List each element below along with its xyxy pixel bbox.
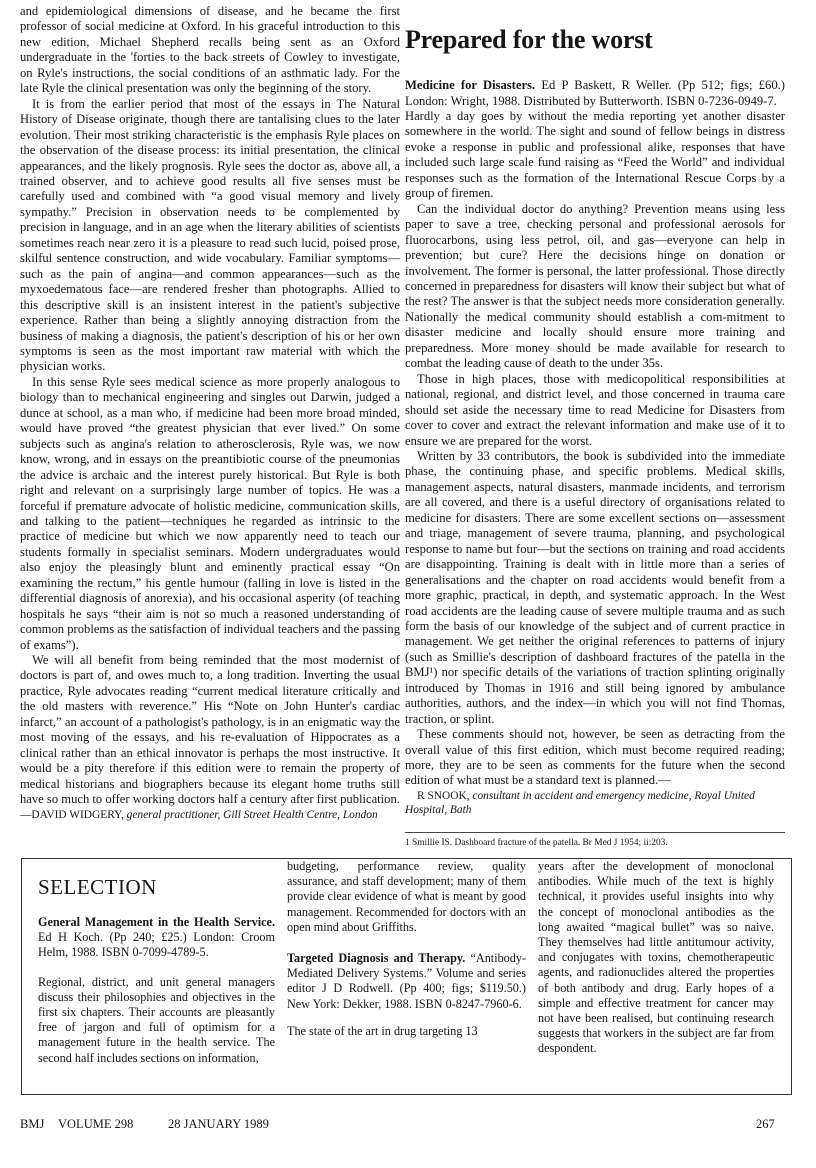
review-book-title: Medicine for Disasters. <box>405 78 536 92</box>
review-signature-role: consultant in accident and emergency medicine, Royal United Hospital, Bath <box>405 789 755 817</box>
left-signature <box>20 808 400 823</box>
review-book-details: Ed P Baskett, R Weller. (Pp 512; figs; £60.) London: Wright, 1988. Distributed by Butterworth. ISBN 0-7236-0949-7. <box>405 78 785 108</box>
review-book-citation <box>405 78 785 109</box>
selection-item1-details: Ed H Koch. (Pp 240; £25.) London: Croom Helm, 1988. ISBN 0-7099-4789-5. <box>38 930 275 960</box>
selection-column-1 <box>38 859 275 1066</box>
selection-item1-text-b: budgeting, performance review, quality assurance, and staff development; many of them provide clear evidence of what is meant by good management. Recommended for doctors with an open mind about Griffiths. <box>287 859 526 934</box>
footer-page-number: 267 <box>756 1117 775 1131</box>
review-paragraph-1: Hardly a day goes by without the media reporting yet another disaster somewhere in the world. The sight and sound of fellow beings in distress evoke a response in public and professional alike, responses that have included such large scale fund raising as “Feed the World” and individual responses such as the formation of the International Rescue Corps by a group of firemen. <box>405 109 785 201</box>
selection-item2-details: “Antibody-Mediated Delivery Systems.” Volume and series editor J D Rodwell. (Pp 400; figs; $119.50.) New York: Dekker, 1988. ISBN 0-8247-7960-6. <box>287 951 527 1011</box>
review-signature-name: R SNOOK, <box>417 789 470 802</box>
selection-item1-title: General Management in the Health Service. <box>38 915 275 929</box>
selection-column-2 <box>287 859 526 1039</box>
left-paragraph-2: It is from the earlier period that most of the essays in The Natural History of Disease originate, though there are tantalising clues to the later evolution. Their most striking characteristic is the emphasis Ryle places on the observation of the disease process: its initial presentation, the clinical appearances, and the likely prognosis. Ryle sees the doctor as, above all, a trained observer, and to achieve good results all five senses must be carefully used and combined with “a good visual memory and lively sympathy.” Precision in observation needs to be complemented by precision in language, and in an age when the literary abilities of scientists sometimes reach near zero it is a pleasure to read such lucid, poised prose, skilful sentence construction, and wide vocabulary. Familiar symptoms—such as the pain of angina—and common appearances—such as the myxoedematous face—are rendered fresher than photographs. Allied to this descriptive skill is an insistent interest in the patient's subjective experience. Rather than being a slightly annoying distraction from the business of making a diagnosis, the patient's description of his or her own symptoms is seen as the most important raw material with which the physician works. <box>20 96 400 374</box>
left-signature-role: general practitioner, Gill Street Health Centre, London <box>126 808 378 821</box>
selection-item2-text-a: The state of the art in drug targeting 13 <box>287 1023 478 1038</box>
review-paragraph-4: Written by 33 contributors, the book is subdivided into the immediate phase, the continuing phase, and specific problems. Medical skills, management aspects, natural disasters, manmade incidents, and terrorism are all covered, and there is a useful directory of organisations related to medicine for disasters. There are some excellent sections on—assessment and triage, management of severe trauma, planning, and psychological response to name but four—but the sections on training and road accidents are disappointing. Training is dealt with in little more than a series of generalisations and the chapter on road accidents would benefit from a more graphic, practical, in depth, and systematic approach. In the West road accidents are the leading cause of severe multiple trauma and as such form the basis of our knowledge of the subject and of current practice in management. We get neither the original references to patterns of injury (such as Smillie's description of dashboard fractures of the patella in the BMJ¹) nor specific details of the variations of traction splinting originally introduced by Thomas in 1916 and still being ignored by ambulance authorities, authors, and the index—in which you will not find Thomas, traction, or splint. <box>405 448 785 726</box>
selection-item1-citation <box>38 915 275 961</box>
left-paragraph-1: and epidemiological dimensions of disease, and he became the first professor of social medicine at Oxford. In his graceful introduction to this new edition, Michael Shepherd recalls being sent as an Oxford undergraduate in the 'forties to the back streets of Cowley to investigate, on Ryle's instructions, the social conditions of an asthmatic lady. For the late Ryle the clinical presentation was only the beginning of the story. <box>20 4 400 96</box>
selection-item2-citation <box>287 951 526 1012</box>
left-paragraph-3: In this sense Ryle sees medical science as more properly analogous to biology than to mechanical engineering and singles out Darwin, judged a dunce at school, as a man who, if medicine had been more broad minded, would have proved “the greatest physician that ever lived.” On some subjects such as angina's relation to atherosclerosis, Ryle was, we now know, wrong, and in essays on the preantibiotic course of the pneumonias the advice is archaic and the interest purely historical. But Ryle is both right and relevant on a surprisingly large number of topics. He was a forceful if premature advocate of holistic medicine, communication skills, and talking to the patient—techniques he regarded as intrinsic to the practice of medicine but which we now apparently need to teach our students formally in specialist seminars. Modern undergraduates would also enjoy the pleasingly blunt and eminently practical essay “On examining the rectum,” his gentle humour (falling in love is listed in the differential diagnosis of anorexia), and his occasional asperity (of teaching hospitals he says “their aim is not so much a reasoned understanding of common problems as the satisfaction of individual teachers and the passing of exams”). <box>20 374 400 652</box>
left-paragraph-4: We will all benefit from being reminded that the most modernist of doctors is part of, and owes much to, a long tradition. Inverting the usual practice, Ryle advocates reading “current medical literature critically and the old masters with reverence.” His “Note on John Hunter's cardiac infarct,” an account of a pathologist's pathology, is in an enigmatic way the most moving of the essays, and his re-evaluation of Hippocrates as a clinical rather than an ethical innovator is perhaps the most instructive. It would be a pity therefore if this edition were to remain the property of medical historians and biographers because its elegant home truths still have so much to offer working doctors half a century after first publication. <box>20 653 400 807</box>
footer-volume: VOLUME 298 <box>58 1117 134 1131</box>
review-paragraph-5: These comments should not, however, be seen as detracting from the overall value of this first edition, which must become required reading; more, they are to be seen as comments for the future when the second edition of what must be a standard text is planned.— <box>405 727 785 788</box>
selection-item2-title: Targeted Diagnosis and Therapy. <box>287 951 466 966</box>
review-paragraph-2: Can the individual doctor do anything? Prevention means using less paper to save a tree, checking personal and professional aerosols for fluorocarbons, using less petrol, oil, and gas—everyone can help in prevention; but cure? Here the decisions hinge on donation or involvement. The former is personal, the latter professional. Those directly concerned in preparedness for disasters will know their subject but what of the rest? The answer is that the subject needs more consideration generally. Nationally the medical community should establish a com-mitment to disaster medicine and locally should ensure more training and preparedness. More money should be made available for research to combat the leading cause of death to the under 35s. <box>405 201 785 371</box>
selection-item2-text-b: years after the development of monoclonal antibodies. While much of the text is highly technical, it provides useful insights into why the concept of monoclonal antibodies as the long awaited “magical bullet” was so naive. They themselves had little antitumour activity, and conjugates with toxins, chemotherapeutic agents, and radionuclides altered the properties of both antibody and drug. Early hopes of a simple and effective treatment for cancer may not have been realised, but continuing research suggests that workers in the subject are far from despondent. <box>538 859 774 1056</box>
selection-column-3 <box>538 859 774 1057</box>
selection-heading: SELECTION <box>38 875 157 899</box>
footer-journal: BMJ <box>20 1117 45 1131</box>
selection-box <box>21 858 792 1095</box>
review-article <box>405 8 785 849</box>
review-footnote: 1 Smillie IS. Dashboard fracture of the patella. Br Med J 1954; ii:203. <box>405 837 668 848</box>
footnote-divider <box>405 832 785 833</box>
left-signature-name: —DAVID WIDGERY, <box>20 808 124 821</box>
review-paragraph-3: Those in high places, those with medicopolitical responsibilities at national, regional, and district level, and those concerned in trauma care should set aside the necessary time to read Medicine for Disasters from cover to cover and extract the relevant information and make use of it to ensure we are prepared for the worst. <box>405 371 785 448</box>
selection-item1-text-a: Regional, district, and unit general managers discuss their philosophies and objectives in the first six chapters. Their accounts are pleasantly free of jargon and full of optimism for a management future in the health service. The second half includes sections on information, <box>38 974 275 1065</box>
review-title: Prepared for the worst <box>405 25 653 54</box>
review-signature <box>405 789 785 818</box>
left-column <box>20 4 400 822</box>
footer-date: 28 JANUARY 1989 <box>168 1117 269 1131</box>
